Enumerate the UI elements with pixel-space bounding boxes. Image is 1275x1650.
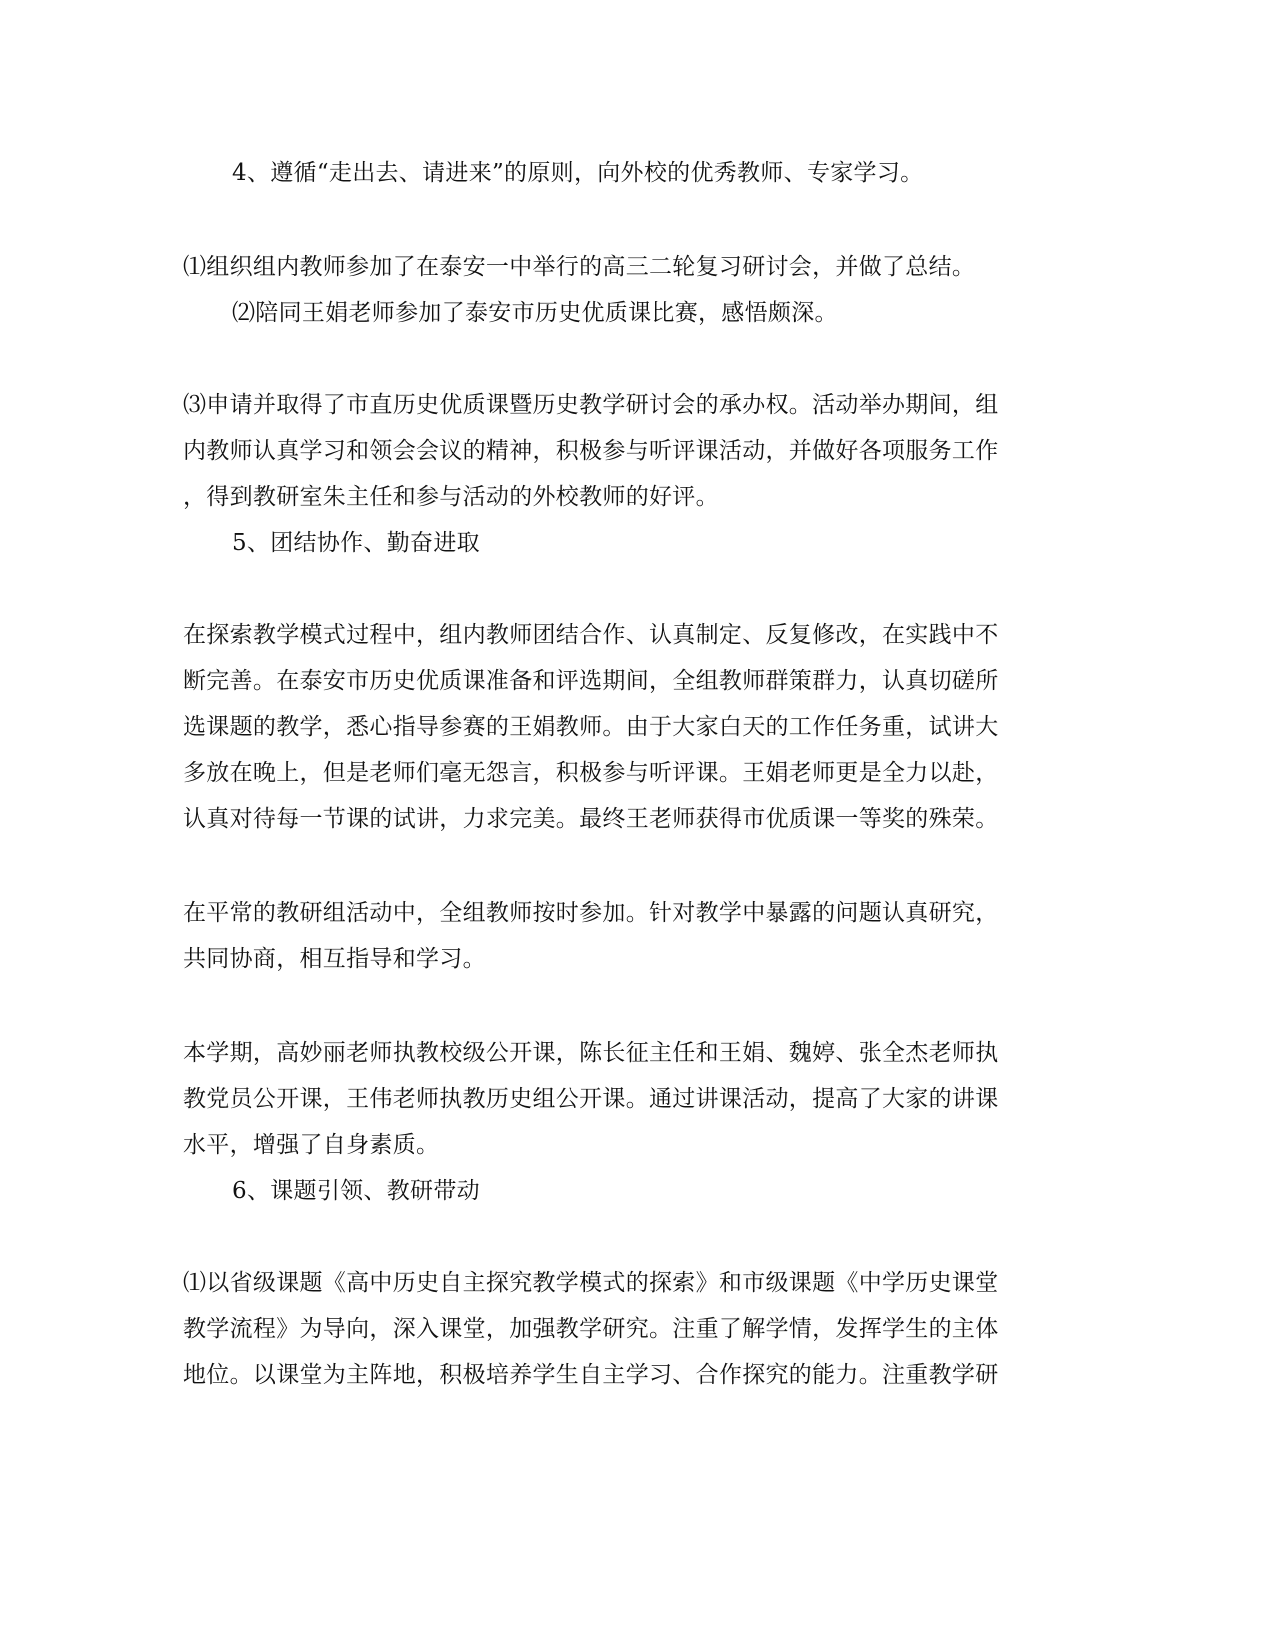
item-4-3-line-2: 内教师认真学习和领会会议的精神，积极参与听评课活动，并做好各项服务工作 <box>183 438 999 464</box>
item-6-1-line-3: 地位。以课堂为主阵地，积极培养学生自主学习、合作探究的能力。注重教学研 <box>183 1362 999 1388</box>
paragraph-5-1-line-4: 多放在晚上，但是老师们毫无怨言，积极参与听评课。王娟老师更是全力以赴， <box>183 760 999 786</box>
paragraph-5-3-line-2: 教党员公开课，王伟老师执教历史组公开课。通过讲课活动，提高了大家的讲课 <box>183 1086 999 1112</box>
item-4-3-line-3: ，得到教研室朱主任和参与活动的外校教师的好评。 <box>183 484 719 510</box>
paragraph-5-3-line-3: 水平，增强了自身素质。 <box>183 1132 440 1158</box>
item-4-1: ⑴组织组内教师参加了在泰安一中举行的高三二轮复习研讨会，并做了总结。 <box>183 254 976 280</box>
section-6-heading: 6、课题引领、教研带动 <box>232 1178 480 1204</box>
item-6-1-line-2: 教学流程》为导向，深入课堂，加强教学研究。注重了解学情，发挥学生的主体 <box>183 1316 999 1342</box>
section-4-heading: 4、遵循“走出去、请进来”的原则，向外校的优秀教师、专家学习。 <box>232 160 924 186</box>
item-4-3-line-1: ⑶申请并取得了市直历史优质课暨历史教学研讨会的承办权。活动举办期间，组 <box>183 392 999 418</box>
paragraph-5-1-line-1: 在探索教学模式过程中，组内教师团结合作、认真制定、反复修改，在实践中不 <box>183 622 999 648</box>
item-4-2: ⑵陪同王娟老师参加了泰安市历史优质课比赛，感悟颇深。 <box>232 300 838 326</box>
paragraph-5-1-line-3: 选课题的教学，悉心指导参赛的王娟教师。由于大家白天的工作任务重，试讲大 <box>183 714 999 740</box>
section-5-heading: 5、团结协作、勤奋进取 <box>232 530 480 556</box>
item-6-1-line-1: ⑴以省级课题《高中历史自主探究教学模式的探索》和市级课题《中学历史课堂 <box>183 1270 999 1296</box>
paragraph-5-3-line-1: 本学期，高妙丽老师执教校级公开课，陈长征主任和王娟、魏婷、张全杰老师执 <box>183 1040 999 1066</box>
paragraph-5-2-line-1: 在平常的教研组活动中，全组教师按时参加。针对教学中暴露的问题认真研究， <box>183 900 999 926</box>
paragraph-5-2-line-2: 共同协商，相互指导和学习。 <box>183 946 486 972</box>
paragraph-5-1-line-5: 认真对待每一节课的试讲，力求完美。最终王老师获得市优质课一等奖的殊荣。 <box>183 806 999 832</box>
paragraph-5-1-line-2: 断完善。在泰安市历史优质课准备和评选期间，全组教师群策群力，认真切磋所 <box>183 668 999 694</box>
